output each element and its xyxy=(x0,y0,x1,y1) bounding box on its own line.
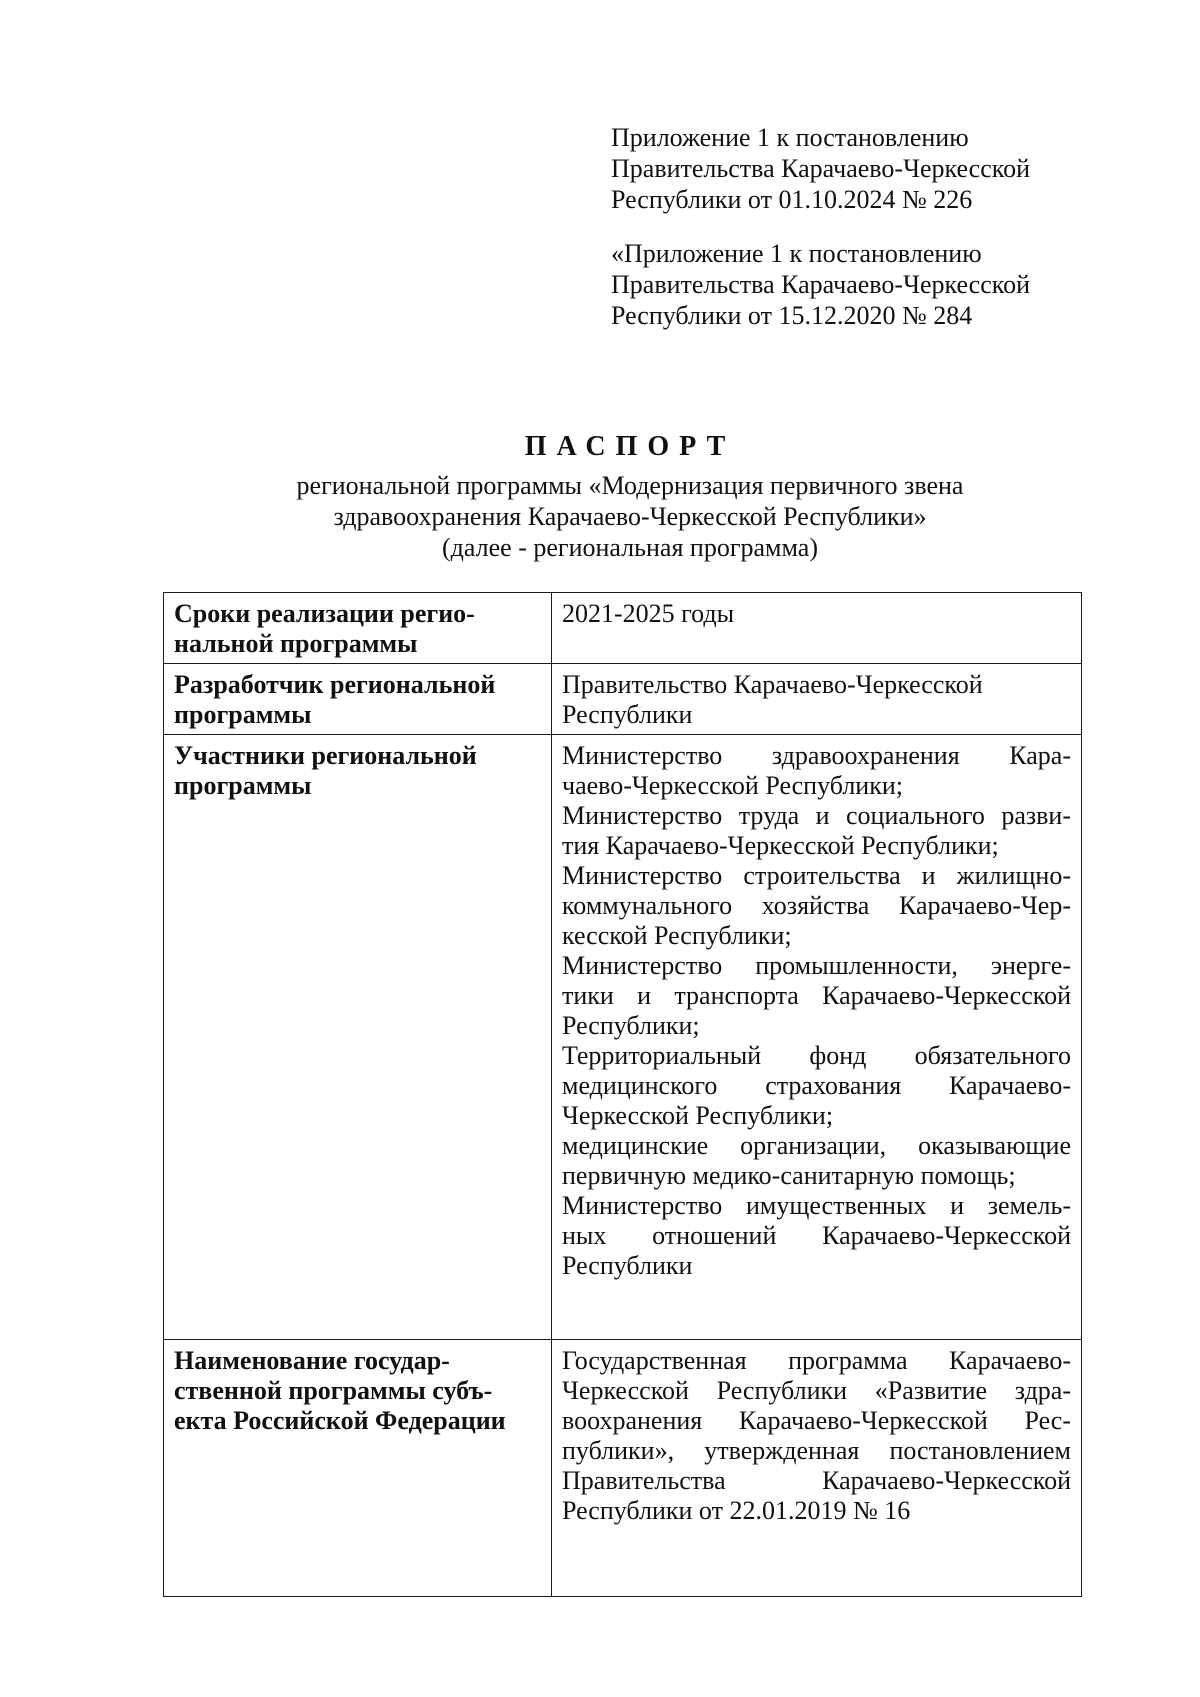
row-value-line: тия Карачаево-Черкесской Республики; xyxy=(562,831,999,860)
row-value-line: Республики; xyxy=(562,1011,700,1040)
row-value-line: коммунального хозяйства Карачаево-Чер- xyxy=(562,891,1071,920)
row-value-line: Республики xyxy=(562,700,693,729)
row-value-line: Черкесской Республики «Развитие здра- xyxy=(562,1376,1071,1405)
row-value-cell xyxy=(552,735,1082,1340)
document-subtitle-line: региональной программы «Модернизация первичного звена xyxy=(296,471,964,500)
row-label-cell xyxy=(164,735,552,1340)
row-value-line: медицинского страхования Карачаево- xyxy=(562,1071,1071,1100)
table-row xyxy=(164,593,1082,664)
table-row xyxy=(164,1340,1082,1597)
row-label-line: нальной программы xyxy=(174,629,418,658)
row-value-line: Республики xyxy=(562,1251,693,1280)
row-label-line: Наименование государ- xyxy=(174,1346,450,1375)
appendix-original-line: «Приложение 1 к постановлению xyxy=(611,239,982,268)
row-label-line: Разработчик региональной xyxy=(174,670,496,699)
appendix-current-line: Правительства Карачаево-Черкесской xyxy=(611,154,1030,183)
row-label-line: Участники региональной xyxy=(174,741,477,770)
row-value-cell xyxy=(552,1340,1082,1597)
row-value-line: Черкесской Республики; xyxy=(562,1101,834,1130)
row-value-line: Правительства Карачаево-Черкесской xyxy=(562,1466,1071,1495)
appendix-original-line: Правительства Карачаево-Черкесской xyxy=(611,270,1030,299)
row-value-line: воохранения Карачаево-Черкесской Рес- xyxy=(562,1406,1071,1435)
row-value-line: Территориальный фонд обязательного xyxy=(562,1041,1071,1070)
row-label-cell xyxy=(164,664,552,735)
table-row xyxy=(164,735,1082,1340)
document-subtitle-line: (далее - региональная программа) xyxy=(442,533,818,562)
row-value-line: чаево-Черкесской Республики; xyxy=(562,771,903,800)
row-value-cell xyxy=(552,593,1082,664)
appendix-current-reference xyxy=(611,122,1171,215)
row-value-line: публики», утвержденная постановлением xyxy=(562,1436,1071,1465)
row-value-line: Министерство труда и социального разви- xyxy=(562,801,1071,830)
row-label-line: программы xyxy=(174,700,312,729)
row-label-line: ственной программы субъ- xyxy=(174,1376,493,1405)
appendix-original-line: Республики от 15.12.2020 № 284 xyxy=(611,301,973,330)
row-value-line: Республики от 22.01.2019 № 16 xyxy=(562,1496,911,1525)
table-row xyxy=(164,664,1082,735)
row-value-line: Правительство Карачаево-Черкесской xyxy=(562,670,983,699)
document-subtitle-line: здравоохранения Карачаево-Черкесской Республики» xyxy=(333,502,927,531)
appendix-current-line: Республики от 01.10.2024 № 226 xyxy=(611,185,973,214)
title-block xyxy=(160,430,1100,563)
row-value-line: Министерство промышленности, энерге- xyxy=(562,951,1071,980)
row-value-line: первичную медико-санитарную помощь; xyxy=(562,1161,1016,1190)
document-title: ПАСПОРТ xyxy=(524,431,736,462)
row-label-line: программы xyxy=(174,771,312,800)
row-value-line: 2021-2025 годы xyxy=(562,599,735,628)
row-value-line: Министерство имущественных и земель- xyxy=(562,1191,1071,1220)
row-value-line: Министерство строительства и жилищно- xyxy=(562,861,1071,890)
row-label-cell xyxy=(164,593,552,664)
row-label-line: Сроки реализации регио- xyxy=(174,599,475,628)
row-value-line: медицинские организации, оказывающие xyxy=(562,1131,1071,1160)
row-value-line: Государственная программа Карачаево- xyxy=(562,1346,1071,1375)
row-value-cell xyxy=(552,664,1082,735)
row-value-line: Министерство здравоохранения Кара- xyxy=(562,741,1071,770)
row-label-line: екта Российской Федерации xyxy=(174,1406,506,1435)
appendix-current-line: Приложение 1 к постановлению xyxy=(611,123,969,152)
row-value-line: кесской Республики; xyxy=(562,921,792,950)
row-value-line: тики и транспорта Карачаево-Черкесской xyxy=(562,981,1071,1010)
row-value-line: ных отношений Карачаево-Черкесской xyxy=(562,1221,1071,1250)
passport-table xyxy=(163,592,1082,1597)
appendix-original-reference xyxy=(611,238,1171,331)
row-label-cell xyxy=(164,1340,552,1597)
